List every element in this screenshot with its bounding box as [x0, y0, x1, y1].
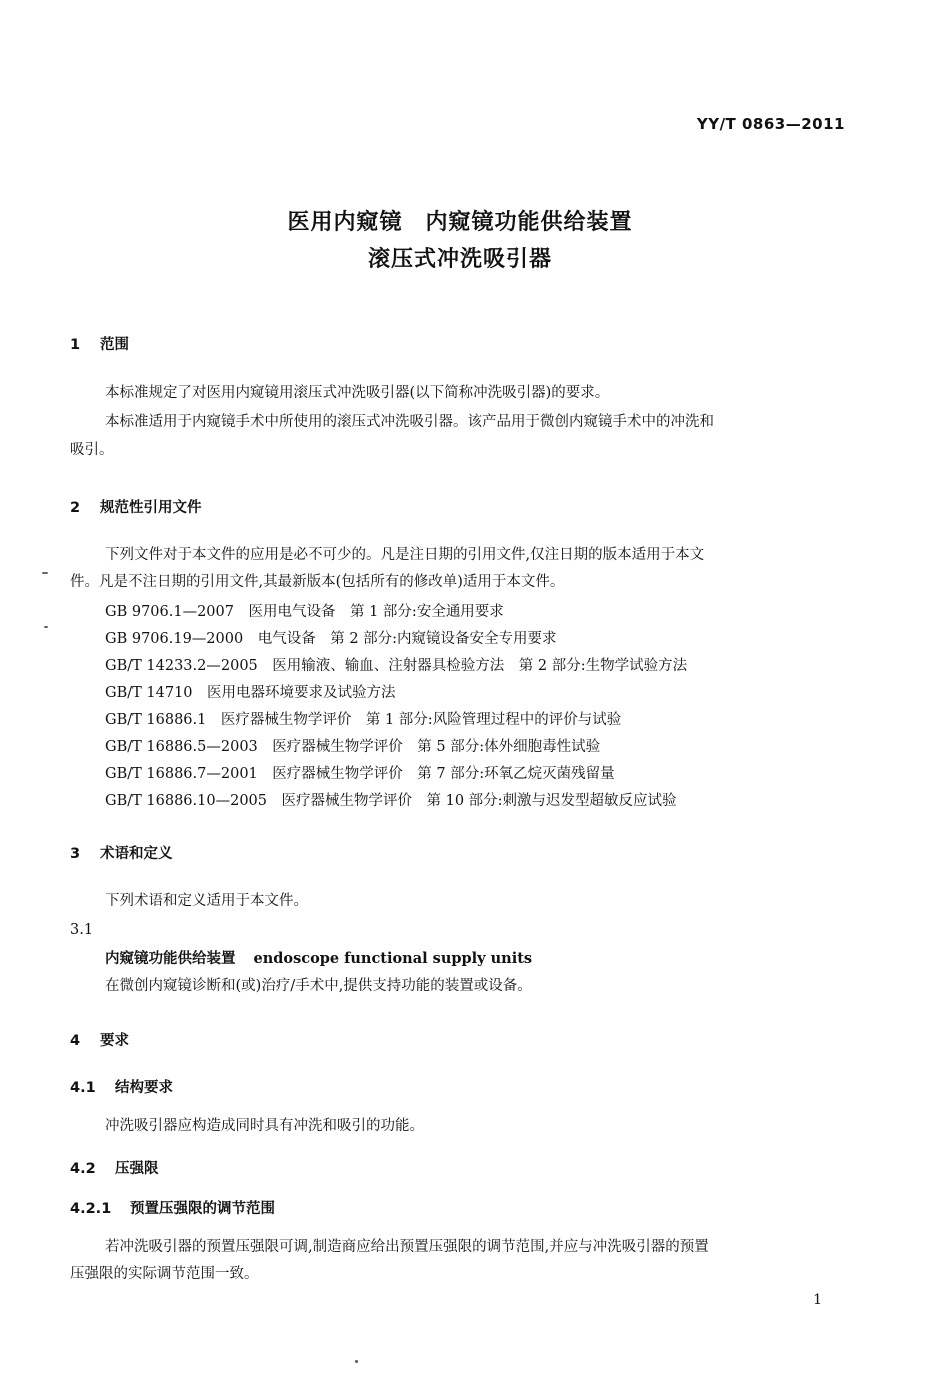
section-title: 规范性引用文件 [100, 500, 202, 516]
reference-item: GB/T 14710 医用电器环境要求及试验方法 [105, 685, 396, 701]
section-4-1-heading [70, 1076, 173, 1097]
section-number: 1 [70, 337, 81, 353]
paragraph-continuation: 吸引。 [70, 442, 114, 458]
section-4-heading [70, 1029, 129, 1050]
section-4-2-heading [70, 1157, 159, 1178]
title-line-1: 医用内窥镜 内窥镜功能供给装置 [287, 210, 633, 235]
section-title: 范围 [100, 337, 129, 353]
term-entry [105, 947, 532, 968]
term-chinese: 内窥镜功能供给装置 [105, 951, 236, 967]
paragraph-continuation: 件。凡是不注日期的引用文件,其最新版本(包括所有的修改单)适用于本文件。 [70, 574, 565, 590]
paragraph-continuation: 压强限的实际调节范围一致。 [70, 1266, 259, 1282]
section-number: 4 [70, 1033, 81, 1049]
subsection-number: 3.1 [70, 922, 94, 938]
section-title: 压强限 [115, 1161, 159, 1177]
scan-speck [44, 626, 48, 628]
reference-item: GB/T 16886.7—2001 医疗器械生物学评价 第 7 部分:环氧乙烷灭菌残留量 [105, 766, 615, 782]
section-title: 预置压强限的调节范围 [130, 1201, 275, 1217]
scan-speck [355, 1360, 358, 1363]
term-english: endoscope functional supply units [253, 950, 533, 967]
paragraph: 下列术语和定义适用于本文件。 [105, 893, 308, 909]
section-2-heading [70, 496, 202, 517]
title-line-2: 滚压式冲洗吸引器 [367, 247, 552, 272]
paragraph: 下列文件对于本文件的应用是必不可少的。凡是注日期的引用文件,仅注日期的版本适用于本文 [105, 547, 705, 563]
page-number: 1 [813, 1292, 822, 1308]
section-number: 4.2 [70, 1161, 96, 1177]
section-title: 要求 [100, 1033, 129, 1049]
paragraph: 本标准规定了对医用内窥镜用滚压式冲洗吸引器(以下简称冲洗吸引器)的要求。 [105, 385, 610, 401]
reference-item: GB/T 16886.1 医疗器械生物学评价 第 1 部分:风险管理过程中的评价与试验 [105, 712, 622, 728]
section-4-2-1-heading [70, 1197, 275, 1218]
paragraph: 冲洗吸引器应构造成同时具有冲洗和吸引的功能。 [105, 1118, 424, 1134]
section-number: 4.2.1 [70, 1201, 112, 1217]
reference-item: GB 9706.1—2007 医用电气设备 第 1 部分:安全通用要求 [105, 604, 504, 620]
section-title: 结构要求 [115, 1080, 173, 1096]
reference-item: GB/T 16886.10—2005 医疗器械生物学评价 第 10 部分:刺激与迟发型超敏反应试验 [105, 793, 677, 809]
section-number: 4.1 [70, 1080, 96, 1096]
section-title: 术语和定义 [100, 846, 173, 862]
section-number: 3 [70, 846, 81, 862]
standard-code: YY/T 0863—2011 [696, 115, 845, 133]
section-3-heading [70, 842, 173, 863]
reference-item: GB/T 14233.2—2005 医用输液、输血、注射器具检验方法 第 2 部分:生物学试验方法 [105, 658, 688, 674]
reference-item: GB 9706.19—2000 电气设备 第 2 部分:内窥镜设备安全专用要求 [105, 631, 557, 647]
term-definition: 在微创内窥镜诊断和(或)治疗/手术中,提供支持功能的装置或设备。 [105, 978, 532, 994]
section-1-heading [70, 333, 129, 354]
paragraph: 若冲洗吸引器的预置压强限可调,制造商应给出预置压强限的调节范围,并应与冲洗吸引器的预置 [105, 1239, 709, 1255]
section-number: 2 [70, 500, 81, 516]
scan-speck [42, 572, 48, 574]
reference-item: GB/T 16886.5—2003 医疗器械生物学评价 第 5 部分:体外细胞毒性试验 [105, 739, 601, 755]
paragraph: 本标准适用于内窥镜手术中所使用的滚压式冲洗吸引器。该产品用于微创内窥镜手术中的冲洗和 [105, 414, 714, 430]
